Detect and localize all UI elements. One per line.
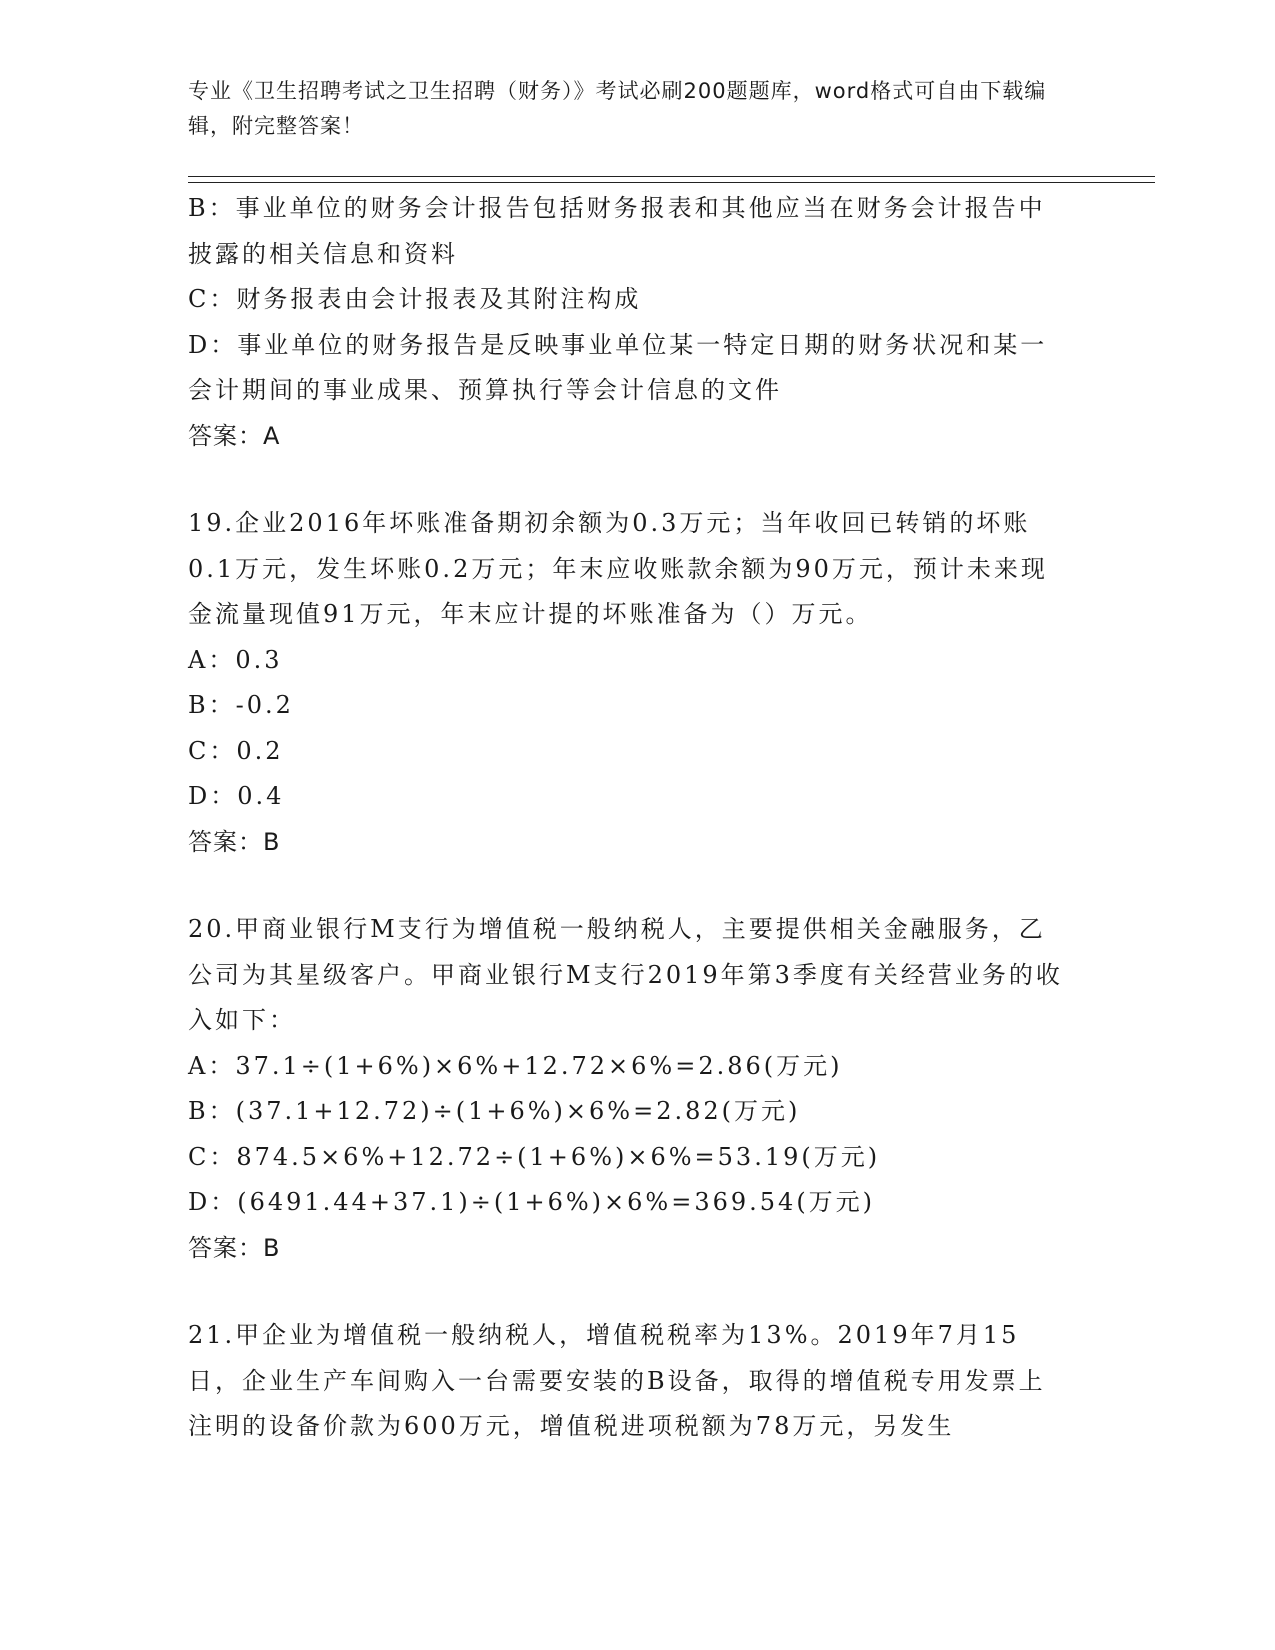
answer: 答案：B (188, 827, 281, 856)
answer: 答案：B (188, 1233, 281, 1262)
page-header-title: 专业《卫生招聘考试之卫生招聘（财务）》考试必刷200题题库，word格式可自由下载编辑，附完整答案！ (188, 79, 1047, 138)
question-stem: 19.企业2016年坏账准备期初余额为0.3万元；当年收回已转销的坏账0.1万元，发生坏账0.2万元；年末应收账款余额为90万元，预计未来现金流量现值91万元，年末应计提的坏账准备为（）万元。 (188, 509, 1048, 628)
question-20-block (188, 907, 1068, 1271)
option-d: D：0.4 (188, 782, 285, 810)
option-b: B：事业单位的财务会计报告包括财务报表和其他应当在财务会计报告中披露的相关信息和资料 (188, 194, 1046, 268)
option-d: D：(6491.44+37.1)÷(1+6%)×6%=369.54(万元) (188, 1188, 876, 1216)
question-19-block (188, 501, 1068, 865)
option-d: D：事业单位的财务报告是反映事业单位某一特定日期的财务状况和某一会计期间的事业成果、预算执行等会计信息的文件 (188, 330, 1048, 404)
option-a: A：0.3 (188, 645, 283, 674)
option-c: C：0.2 (188, 736, 284, 765)
question-stem: 21.甲企业为增值税一般纳税人，增值税税率为13%。2019年7月15日，企业生产车间购入一台需要安装的B设备，取得的增值税专用发票上注明的设备价款为600万元，增值税进项税额为78万元，另发生 (188, 1321, 1046, 1440)
option-a: A：37.1÷(1+6%)×6%+12.72×6%=2.86(万元) (188, 1051, 843, 1080)
answer: 答案：A (188, 421, 281, 450)
option-b: B：(37.1+12.72)÷(1+6%)×6%=2.82(万元) (188, 1097, 801, 1125)
option-b: B：-0.2 (188, 691, 294, 719)
option-c: C：财务报表由会计报表及其附注构成 (188, 285, 642, 313)
prev-question-block (188, 186, 1068, 459)
option-c: C：874.5×6%+12.72÷(1+6%)×6%=53.19(万元) (188, 1142, 881, 1171)
question-21-block (188, 1313, 1068, 1450)
document-body (188, 186, 1068, 1450)
question-stem: 20.甲商业银行M支行为增值税一般纳税人，主要提供相关金融服务，乙公司为其星级客户。甲商业银行M支行2019年第3季度有关经营业务的收入如下： (188, 915, 1063, 1034)
header-divider (188, 176, 1155, 183)
